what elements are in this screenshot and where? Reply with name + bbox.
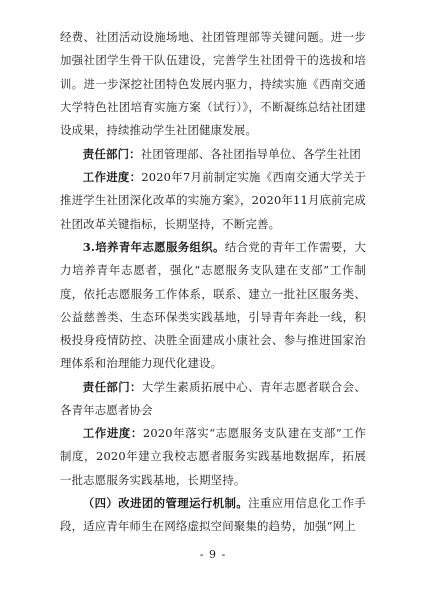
management-text: 注重应用信息化工作手段，适应青年师生在网络虚拟空间聚集的趋势，加强“网上 [60, 496, 366, 534]
progress-text: 2020年7月前制定实施《西南交通大学关于推进学生社团深化改革的实施方案》，2020年11月底前完成社团改革关键指标，长期坚持，不断完善。 [60, 170, 366, 231]
paragraph-responsible-dept-2 [60, 376, 366, 423]
progress-label: 工作进度： [82, 170, 142, 184]
responsible-dept-text: 社团管理部、各社团指导单位、各学生社团 [140, 147, 361, 161]
paragraph-volunteer-organization [60, 236, 366, 376]
paragraph-society-funding [60, 26, 366, 142]
page-number: - 9 - [199, 548, 227, 561]
paragraph-management-mechanism [60, 492, 366, 539]
paragraph-progress-1 [60, 166, 366, 236]
section-heading-volunteer: 3.培养青年志愿服务组织。 [82, 240, 225, 254]
progress-label: 工作进度： [82, 426, 143, 440]
paragraph-responsible-dept-1 [60, 143, 366, 166]
section-heading-management: （四）改进团的管理运行机制。 [82, 496, 249, 510]
volunteer-text: 结合党的青年工作需要，大力培养青年志愿者，强化“志愿服务支队建在支部”工作制度，依托志愿服务工作体系，联系、建立一批社区服务类、公益慈善类、生态环保类实践基地，引导青年奔赴一线，积极投身疫情防控、决胜全面建成小康社会、参与推进国家治理体系和治理能力现代化建设。 [60, 240, 366, 371]
responsible-dept-text: 大学生素质拓展中心、青年志愿者联合会、各青年志愿者协会 [60, 380, 366, 418]
paragraph-text: 经费、社团活动设施场地、社团管理部等关键问题。进一步加强社团学生骨干队伍建设，完善学生社团骨干的选拔和培训。进一步深挖社团特色发展内驱力，持续实施《西南交通大学特色社团培育实施方案（试行）》，不断凝练总结社团建设成果，持续推动学生社团健康发展。 [60, 30, 366, 138]
progress-text: 2020年落实“志愿服务支队建在支部”工作制度，2020年建立我校志愿者服务实践基地数据库，拓展一批志愿服务实践基地，长期坚持。 [60, 426, 366, 487]
responsible-dept-label: 责任部门： [82, 380, 142, 394]
paragraph-progress-2 [60, 422, 366, 492]
responsible-dept-label: 责任部门： [82, 147, 141, 161]
